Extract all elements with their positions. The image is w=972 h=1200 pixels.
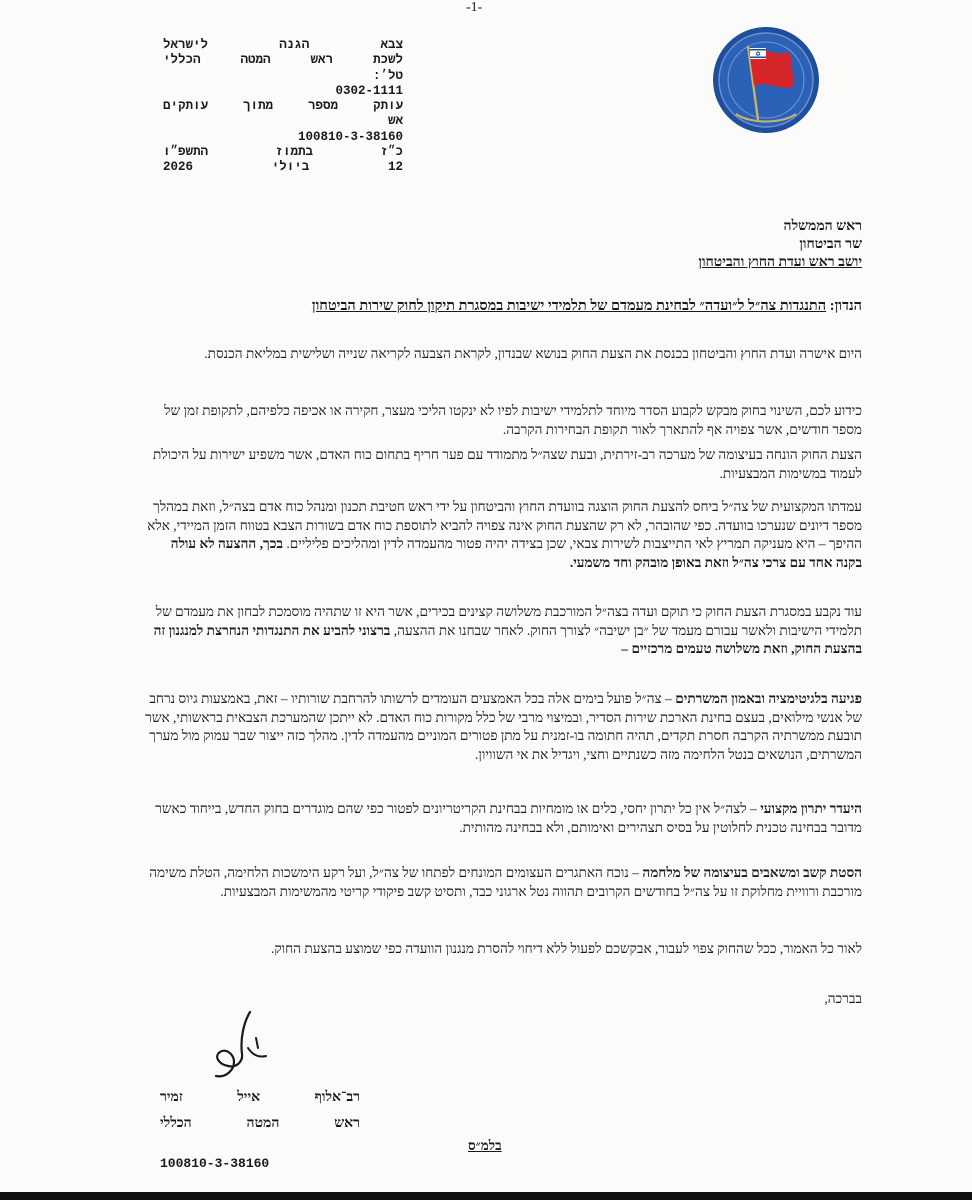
paragraph-text: עמדתו המקצועית של צה״ל ביחס להצעת החוק הוצגה בוועדת החוץ והביטחון על ידי ראש חטיבת תכנון ומנהל כוח אדם בצה״ל, וזאת במהלך מספר דיונים שנערכו בוועדה. כפי שהובהר, לא רק שהצעת החוק אינה צפויה להביא לתוספת כוח אדם בשורות הצבא בטווח הזמן המיידי, אלא ההיפך – היא מעניקה תמריץ לאי התייצבות לשירות צבאי, שכן בצידה יהיה פטור מהעמדה לדין ומהליכים פליליים. [147, 499, 862, 551]
paragraph-text: – נוכח האתגרים העצומים המונחים לפתחו של צה״ל, ועל רקע הימשכות הלחימה, הטלת משימה מורכבת ורוויית מחלוקת זו על צה״ל בחודשים הקרובים תהווה נטל ארגוני כבד, ותסיט קשב פיקודי קריטי מהמשימות המבצעיות. [149, 865, 862, 899]
header-row-org [163, 38, 403, 53]
paragraph-emphasis: ברצוני להביע את התנגדותי הנחרצת למנגנון זה בהצעת החוק, וזאת משלושה טעמים מרכזיים – [153, 622, 862, 656]
header-text: אש [387, 114, 403, 129]
signature-block [160, 1085, 360, 1137]
signer-title-word: הכללי [160, 1116, 192, 1131]
header-text: מספר [308, 99, 339, 114]
signer-last-name: זמיר [160, 1090, 183, 1105]
header-row-copy [163, 99, 403, 114]
paragraph: הצעת החוק הונחה בעיצומה של מערכה רב-זירתית, ובעת שצה״ל מתמודד עם פער חריף בתחום כוח האדם, אשר משפיע ישירות על היכולת לעמוד במשימות המבצעיות. [153, 447, 862, 481]
header-text: בתמוז [275, 145, 314, 160]
subject-text: התנגדות צה״ל ל״ועדה״ לבחינת מעמדם של תלמידי ישיבות במסגרת תיקון לחוק שירות הביטחון [311, 298, 827, 314]
header-text: 12 [387, 160, 403, 175]
signer-title-word: המטה [246, 1116, 280, 1131]
paragraph: לאור כל האמור, ככל שהחוק צפוי לעבור, אבקשכם לפעול ללא דיחוי להסרת מנגנון הוועדה כפי שמוצע בהצעת החוק. [270, 941, 862, 956]
header-text: טל׳: [372, 68, 403, 83]
paragraph-emphasis: בכך, ההצעה לא עולה בקנה אחד עם צרכי צה״ל וזאת באופן מובהק וחד משמעי. [170, 536, 862, 570]
paragraph-heading: היעדר יתרון מקצועי [760, 801, 862, 816]
header-row-phone [163, 84, 403, 99]
header-row-date [163, 160, 403, 175]
signer-rank: רב־אלוף [314, 1090, 360, 1105]
bottom-border [0, 1192, 972, 1200]
signer-title-word: ראש [334, 1116, 360, 1131]
classification-label: בלמ״ס [468, 1138, 502, 1153]
header-text: עותק [372, 99, 403, 114]
page-number: -1- [466, 0, 483, 15]
recipient-line: שר הביטחון [799, 237, 862, 252]
header-text: לישראל [163, 38, 209, 52]
header-text: הגנה [279, 38, 310, 52]
header-text: ביולי [271, 160, 310, 175]
header-text: המטה [240, 53, 271, 68]
header-text: לשכת [372, 53, 403, 68]
paragraph-heading: פגיעה בלגיטימציה ובאמון המשרתים [675, 691, 862, 706]
paragraph-text: – צה״ל פועל בימים אלה בכל האמצעים העומדים לרשותו להרחבת שורותיו – זאת, באמצעות גיוס נרחב של אנשי מילואים, בעצם בחינת הארכת שירות הסדיר, ובמיצוי מרבי של כלל מקורות כוח האדם. לא ייתכן שהמערכת הצבאית בראשותי, אשר תובעת ממשרתיה הקרבה חסרת תקדים, תהיה חתומה בו-זמנית על מתן פטורים המוניים מהעמדה לדין. מהלך כזה ייצור שבר עמוק מול מערך המשרתים, הנושאים בנטל הלחימה מזה כשנתיים וחצי, ויגדיל את אי השוויון. [145, 691, 862, 762]
recipient-line: יושב ראש ועדת החוץ והביטחון [698, 255, 862, 270]
header-row-office [163, 53, 403, 68]
signature-icon [200, 1008, 270, 1088]
signer-name [160, 1085, 360, 1111]
idf-emblem-icon [710, 24, 822, 136]
paragraph [142, 864, 862, 901]
header-row-file-label [163, 114, 403, 129]
phone-number: 0302-1111 [335, 83, 403, 98]
paragraph: היום אישרה ועדת החוץ והביטחון בכנסת את הצעת החוק בנושא שבנדון, לקראת הצבעה לקריאה שנייה ושלישית במליאת הכנסת. [204, 346, 862, 361]
paragraph [142, 690, 862, 764]
subject-line [142, 296, 862, 316]
file-number: 100810-3-38160 [297, 129, 403, 144]
recipient-line: ראש הממשלה [783, 219, 862, 234]
paragraph [142, 800, 862, 837]
header-text: עותקים [163, 99, 209, 114]
paragraph-text: עוד נקבע במסגרת הצעת החוק כי תוקם ועדה בצה״ל המורכבת משלושה קצינים בכירים, אשר היא זו שתהיה מוסמכת לבחון את מעמדם של תלמידי הישיבות ולאשר עבורם מעמד של ״בן ישיבה״ לצורך החוק. לאחר שבחנו את ההצעה, [155, 604, 862, 638]
header-text: 2026 [163, 160, 194, 175]
header-row-phone-label [163, 69, 403, 84]
header-text: התשפ״ו [163, 145, 209, 160]
paragraph [142, 498, 862, 572]
header-row-hebrew-date [163, 145, 403, 160]
recipients [462, 218, 862, 272]
signer-first-name: אייל [237, 1090, 261, 1105]
header-text: ראש [310, 53, 334, 68]
header-row-file-number [163, 130, 403, 145]
paragraph-text: – לצה״ל אין כל יתרון יחסי, כלים או מומחיות בבחינת הקריטריונים לפטור כפי שהם מוגדרים בחוק החדש, בייחוד כאשר מדובר בבחינה טכנית לחלוטין על בסיס תצהירים ואימותם, ולא בבחינה מהותית. [155, 801, 862, 835]
paragraph-heading: הסטת קשב ומשאבים בעיצומה של מלחמה [642, 865, 862, 880]
closing: בברכה, [824, 991, 862, 1006]
reference-number: 100810-3-38160 [160, 1156, 270, 1171]
header-text: צבא [380, 38, 403, 52]
header-text: הכללי [163, 53, 201, 68]
header-text: מתוך [243, 99, 274, 114]
letter-header [163, 38, 403, 176]
paragraph: כידוע לכם, השינוי בחוק מבקש לקבוע הסדר מיוחד לתלמידי ישיבות לפיו לא ינקטו הליכי מעצר, חקירה או אכיפה כלפיהם, לתקופת זמן של מספר חודשים, אשר צפויה אף להתארך לאור תקופת הבחירות הקרבה. [164, 403, 862, 437]
signer-title [160, 1111, 360, 1137]
header-text: כ״ז [380, 145, 403, 160]
subject-label: הנדון: [829, 298, 862, 314]
paragraph [142, 603, 862, 659]
